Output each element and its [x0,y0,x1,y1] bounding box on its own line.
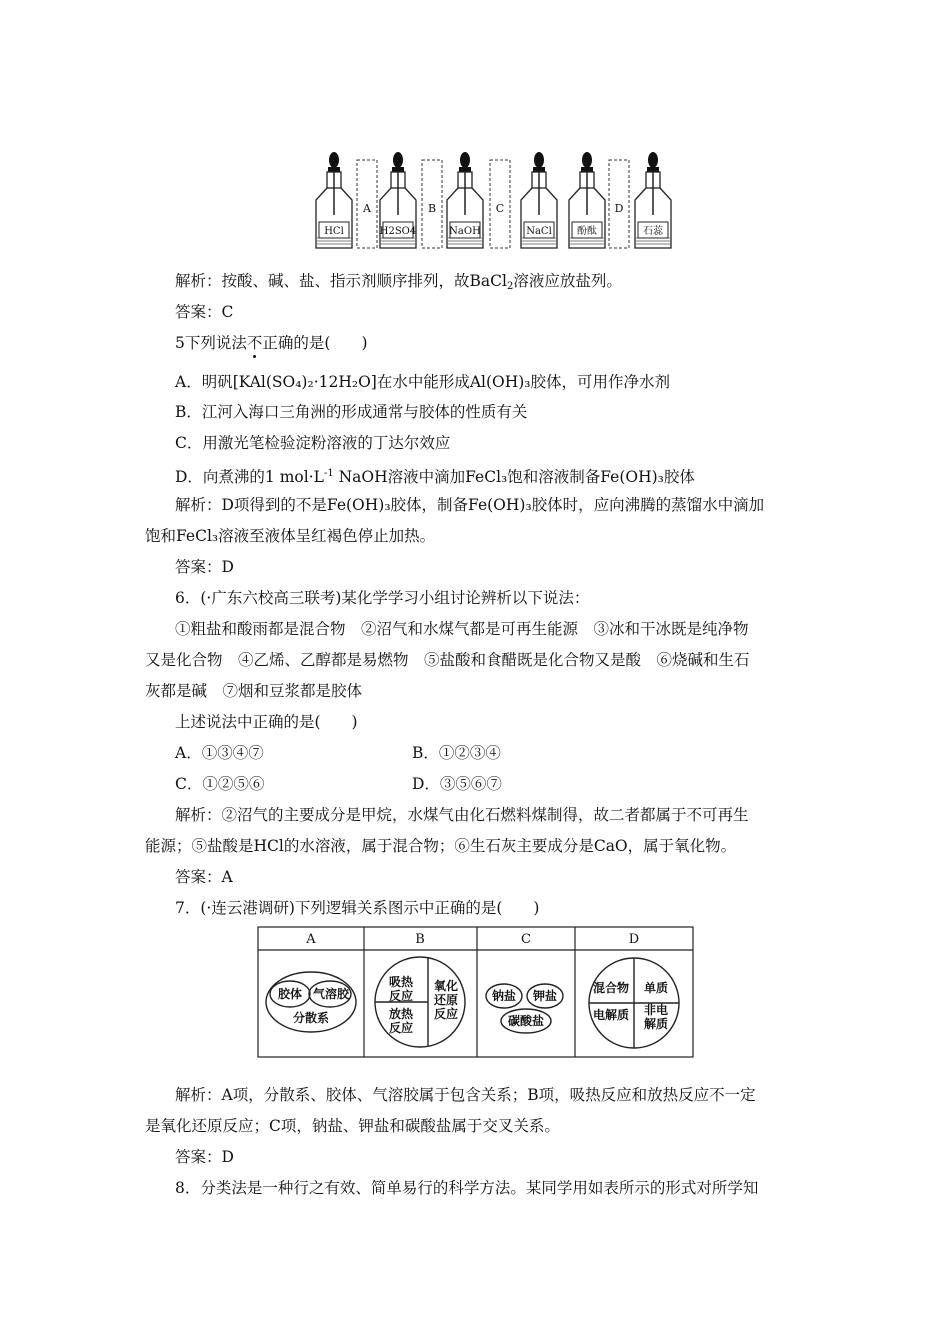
q5-option-a: A．明矾[KAl(SO₄)₂·12H₂O]在水中能形成Al(OH)₃胶体，可用作净水剂 [175,373,671,391]
svg-text:单质: 单质 [643,981,669,995]
q6-answer: 答案：A [175,868,233,886]
q6-statements-2: 又是化合物 ④乙烯、乙醇都是易燃物 ⑤盐酸和食醋既是化合物又是酸 ⑥烧碱和生石 [145,651,750,669]
q7-analysis-2: 是氧化还原反应；C项，钠盐、钾盐和碳酸盐属于交叉关系。 [145,1117,560,1135]
diagram-a-inner-1: 胶体 [277,987,303,1001]
q6-stem: 6．(·广东六校高三联考)某化学学习小组讨论辨析以下说法： [175,589,590,607]
bottle-label: 酚酞 [577,226,597,237]
svg-text:电解质: 电解质 [592,1008,630,1022]
q5-analysis-1: 解析：D项得到的不是Fe(OH)₃胶体，制备Fe(OH)₃胶体时，应向沸腾的蒸馏水中滴加 [175,496,765,514]
reagent-bottles-figure [0,0,950,250]
reagent-bottle [380,152,417,248]
reagent-bottle [569,152,605,248]
reagent-bottle [635,152,671,248]
reagent-bottle [316,152,352,248]
blank-slot [609,160,629,248]
slot-label: C [495,202,505,215]
q6-statements-3: 灰都是碱 ⑦烟和豆浆都是胶体 [145,682,363,700]
q7-answer: 答案：D [175,1148,234,1166]
table-header-b: B [415,932,425,947]
svg-text:还原: 还原 [433,993,459,1007]
table-header-c: C [521,932,531,947]
q8-stem: 8．分类法是一种行之有效、简单易行的科学方法。某同学用如表所示的形式对所学知 [175,1179,759,1197]
bottle-label: 石蕊 [643,226,663,237]
reagent-bottle [521,152,557,248]
table-header-d: D [628,932,640,947]
reagent-bottle [447,152,483,248]
svg-text:钾盐: 钾盐 [532,989,558,1003]
bottle-label: H2SO4 [379,226,417,237]
q6-option-d: D．③⑤⑥⑦ [412,775,502,793]
q6-analysis-2: 能源；⑤盐酸是HCl的水溶液，属于混合物；⑥生石灰主要成分是CaO，属于氧化物。 [145,837,737,855]
svg-text:氧化: 氧化 [433,979,459,993]
bottle-label: NaCl [526,226,552,237]
q5-option-c: C．用激光笔检验淀粉溶液的丁达尔效应 [175,434,451,452]
svg-text:反应: 反应 [433,1007,459,1021]
q6-analysis-1: 解析：②沼气的主要成分是甲烷，水煤气由化石燃料煤制得，故二者都属于不可再生 [175,806,749,824]
q6-option-c: C．①②⑤⑥ [175,775,265,793]
q5-analysis-2: 饱和FeCl₃溶液至液体呈红褐色停止加热。 [145,527,436,545]
svg-text:碳酸盐: 碳酸盐 [507,1014,545,1028]
q6-option-b: B．①②③④ [412,744,501,762]
q6-statements-1: ①粗盐和酸雨都是混合物 ②沼气和水煤气都是可再生能源 ③冰和干冰既是纯净物 [175,620,749,638]
slot-label: A [363,202,371,215]
table-header-a: A [306,932,316,947]
svg-text:非电: 非电 [643,1003,669,1017]
q5-option-d: D．向煮沸的1 $mol\cdot L^{-1}$ NaOH溶液中滴加FeCl₃饱和溶液制备Fe(OH)₃胶体 [175,468,695,486]
logic-diagram-table [0,920,950,1070]
svg-text:吸热: 吸热 [388,975,414,989]
diagram-a-outer: 分散系 [292,1011,330,1025]
svg-text:混合物: 混合物 [592,981,630,995]
diagram-a-inner-2: 气溶胶 [312,987,350,1001]
svg-text:放热: 放热 [388,1007,414,1021]
q5-option-b: B．江河入海口三角洲的形成通常与胶体的性质有关 [175,403,528,421]
svg-text:解质: 解质 [643,1017,669,1031]
slot-label: D [614,202,624,215]
q5-stem: 5下列说法不正确的是( ) [175,334,368,352]
q5-answer: 答案：D [175,558,234,576]
q7-stem: 7．(·连云港调研)下列逻辑关系图示中正确的是( ) [175,899,540,917]
q6-option-a: A．①③④⑦ [175,744,264,762]
blank-slot [357,160,377,248]
bottle-label: NaOH [449,226,481,237]
svg-text:钠盐: 钠盐 [491,989,517,1003]
q4-analysis: 解析：按酸、碱、盐、指示剂顺序排列，故BaCl$_2$溶液应放盐列。 [175,272,622,292]
emphasis-dot-char: 不 [246,334,263,352]
slot-label: B [427,202,437,215]
q7-analysis-1: 解析：A项，分散系、胶体、气溶胶属于包含关系；B项，吸热反应和放热反应不一定 [175,1086,756,1104]
q4-answer: 答案：C [175,303,234,321]
q6-question: 上述说法中正确的是( ) [175,713,358,731]
blank-slot [422,160,442,248]
svg-text:反应: 反应 [388,989,414,1003]
blank-slot [490,160,510,248]
bottle-label: HCl [324,226,344,237]
svg-text:反应: 反应 [388,1021,414,1035]
